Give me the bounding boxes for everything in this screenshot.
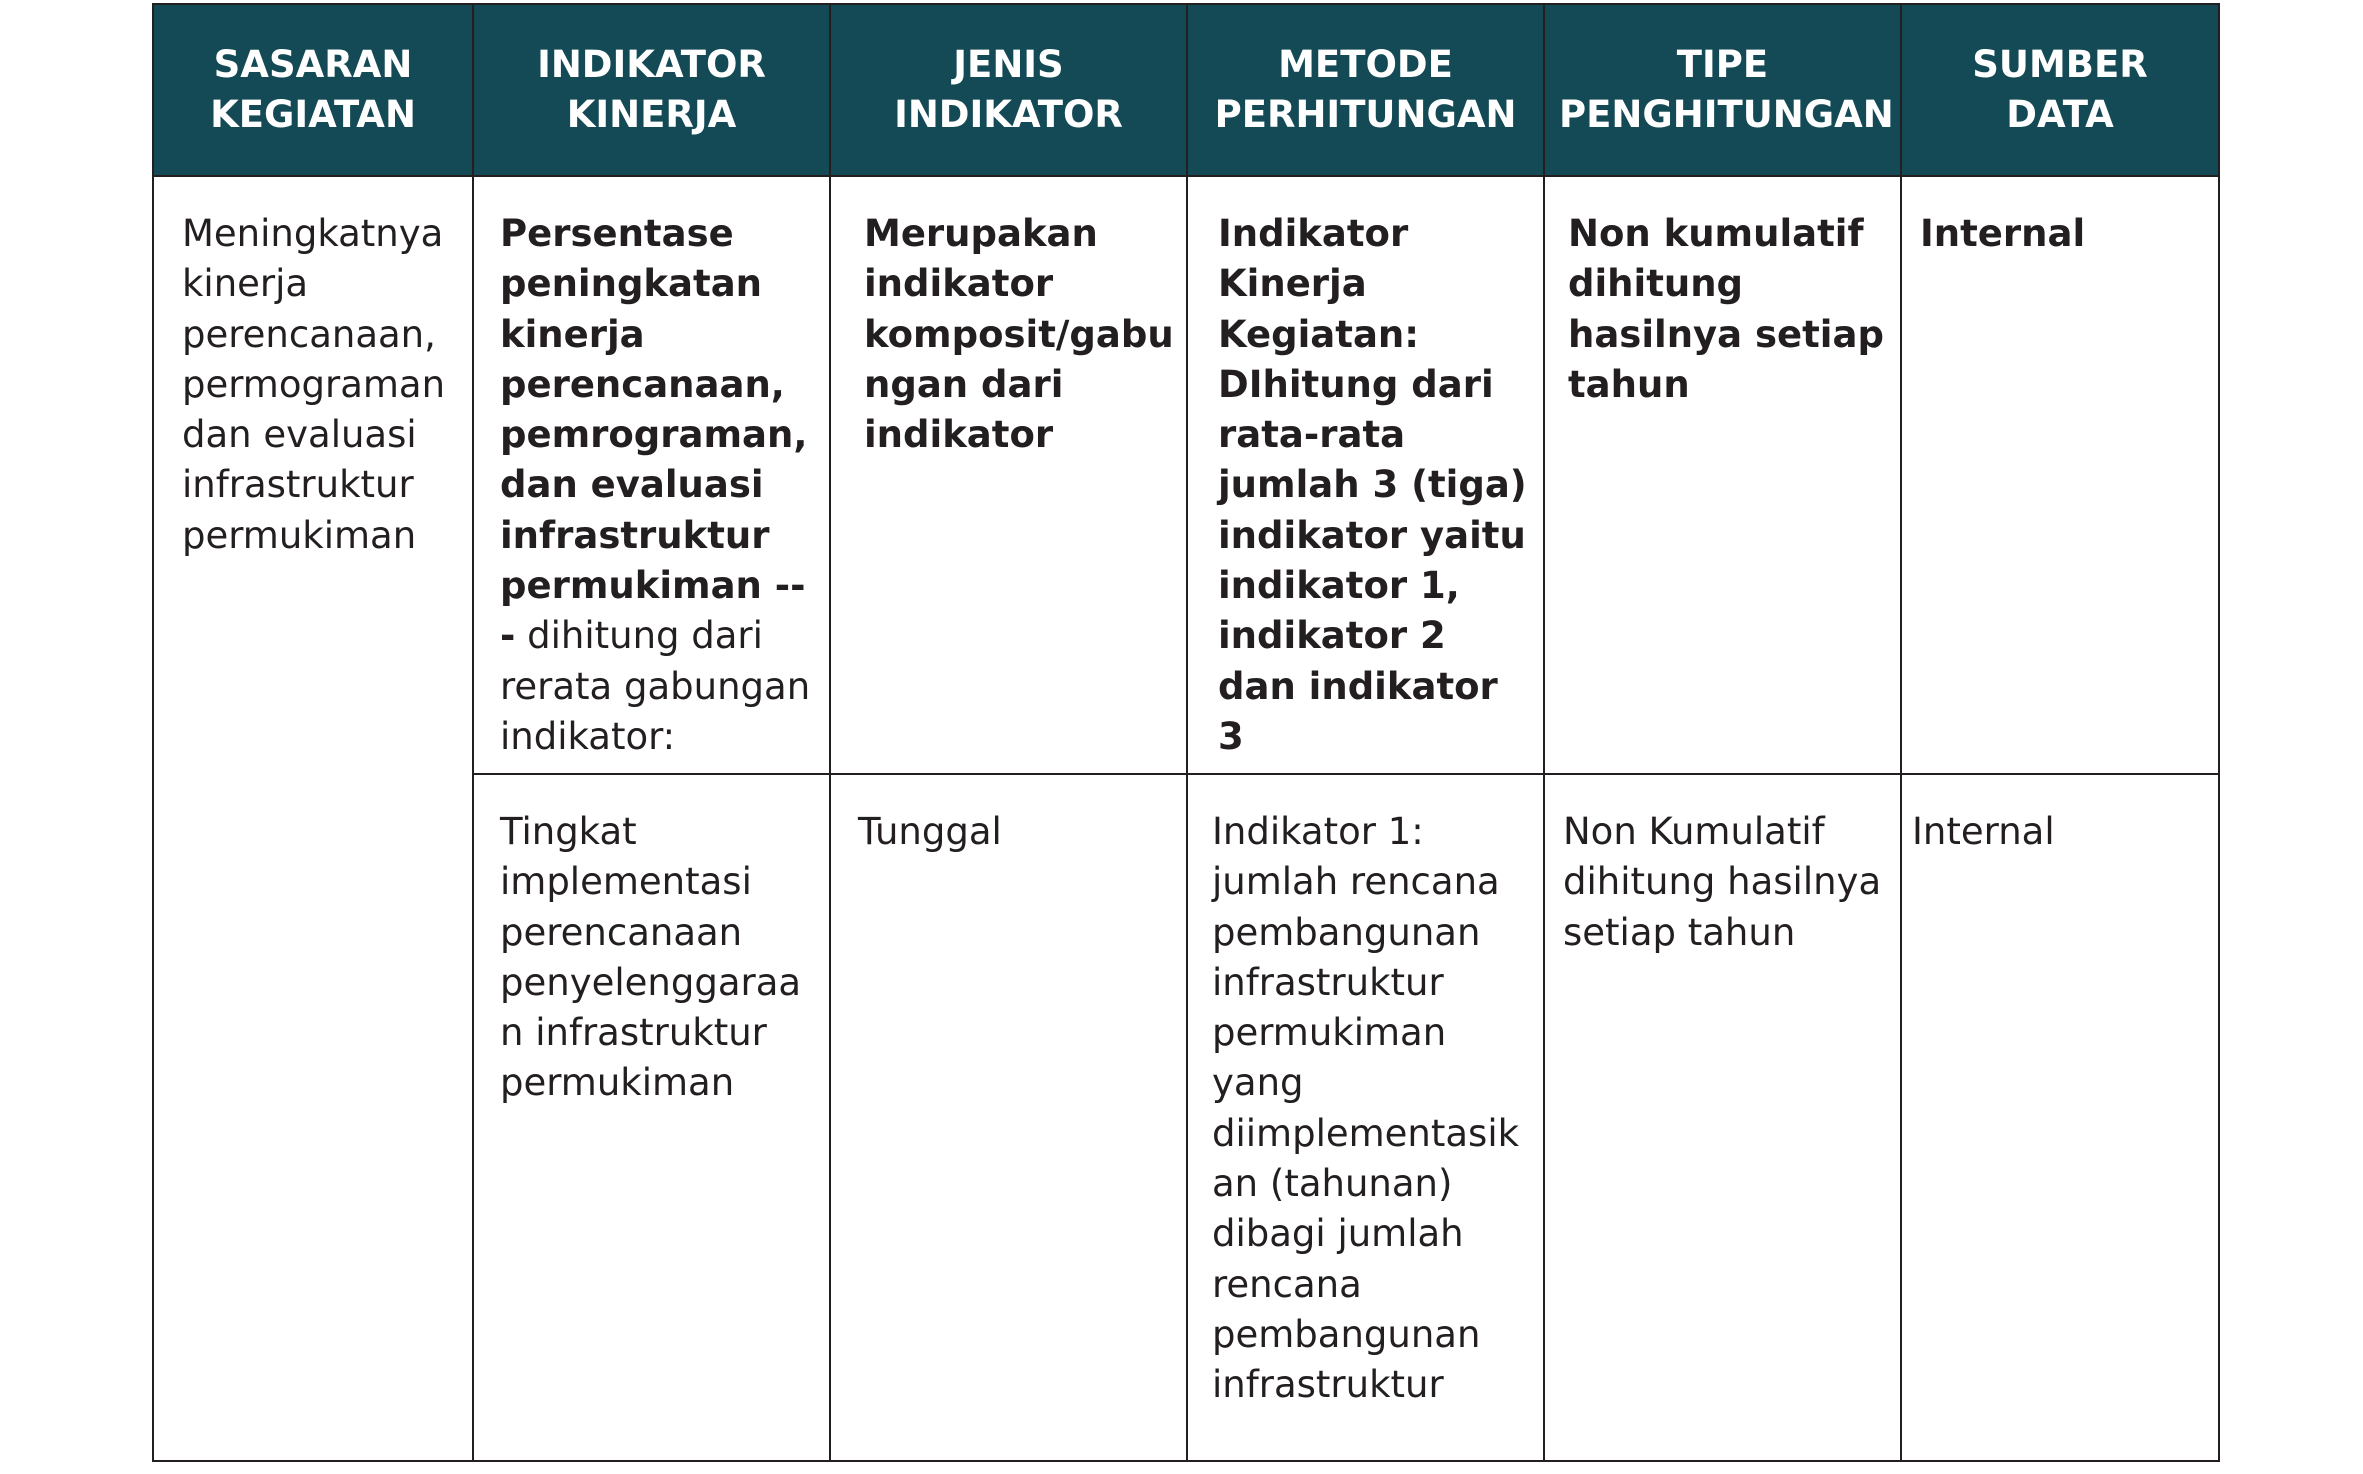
table-row (153, 176, 2219, 774)
cell-indikator-kinerja (473, 176, 830, 774)
cell-metode-perhitungan: Indikator Kinerja Kegiatan: DIhitung dari rata-rata jumlah 3 (tiga) indikator yaitu indikator 1, indikator 2 dan indikator 3 (1187, 176, 1544, 774)
cell-indikator-kinerja: Tingkat implementasi perencanaan penyelenggaraan infrastruktur permukiman (473, 774, 830, 1461)
cell-tipe-penghitungan: Non kumulatif dihitung hasilnya setiap tahun (1544, 176, 1901, 774)
cell-sasaran-kegiatan: Meningkatnya kinerja perencanaan, permograman dan evaluasi infrastruktur permukiman (153, 176, 473, 1461)
cell-sumber-data: Internal (1901, 774, 2219, 1461)
header-metode-perhitungan: METODE PERHITUNGAN (1187, 4, 1544, 176)
indikator-kinerja-note: dihitung dari rerata gabungan indikator: (500, 614, 811, 758)
table-header (153, 4, 2219, 176)
header-sumber-data: SUMBER DATA (1901, 4, 2219, 176)
header-jenis-indikator: JENIS INDIKATOR (830, 4, 1187, 176)
header-tipe-penghitungan: TIPE PENGHITUNGAN (1544, 4, 1901, 176)
cell-metode-perhitungan: Indikator 1: jumlah rencana pembangunan infrastruktur permukiman yang diimplementasikan (tahunan) dibagi jumlah rencana pembangunan infrastruktur (1187, 774, 1544, 1461)
indicator-table (152, 3, 2220, 1462)
table-body (153, 176, 2219, 1461)
header-sasaran-kegiatan: SASARAN KEGIATAN (153, 4, 473, 176)
cell-tipe-penghitungan: Non Kumulatif dihitung hasilnya setiap tahun (1544, 774, 1901, 1461)
header-row (153, 4, 2219, 176)
cell-sumber-data: Internal (1901, 176, 2219, 774)
header-indikator-kinerja: INDIKATOR KINERJA (473, 4, 830, 176)
indikator-kinerja-title: Persentase peningkatan kinerja perencanaan, pemrograman, dan evaluasi infrastruktur permukiman --- (500, 212, 808, 658)
cell-jenis-indikator: Tunggal (830, 774, 1187, 1461)
cell-jenis-indikator: Merupakan indikator komposit/gabungan dari indikator (830, 176, 1187, 774)
